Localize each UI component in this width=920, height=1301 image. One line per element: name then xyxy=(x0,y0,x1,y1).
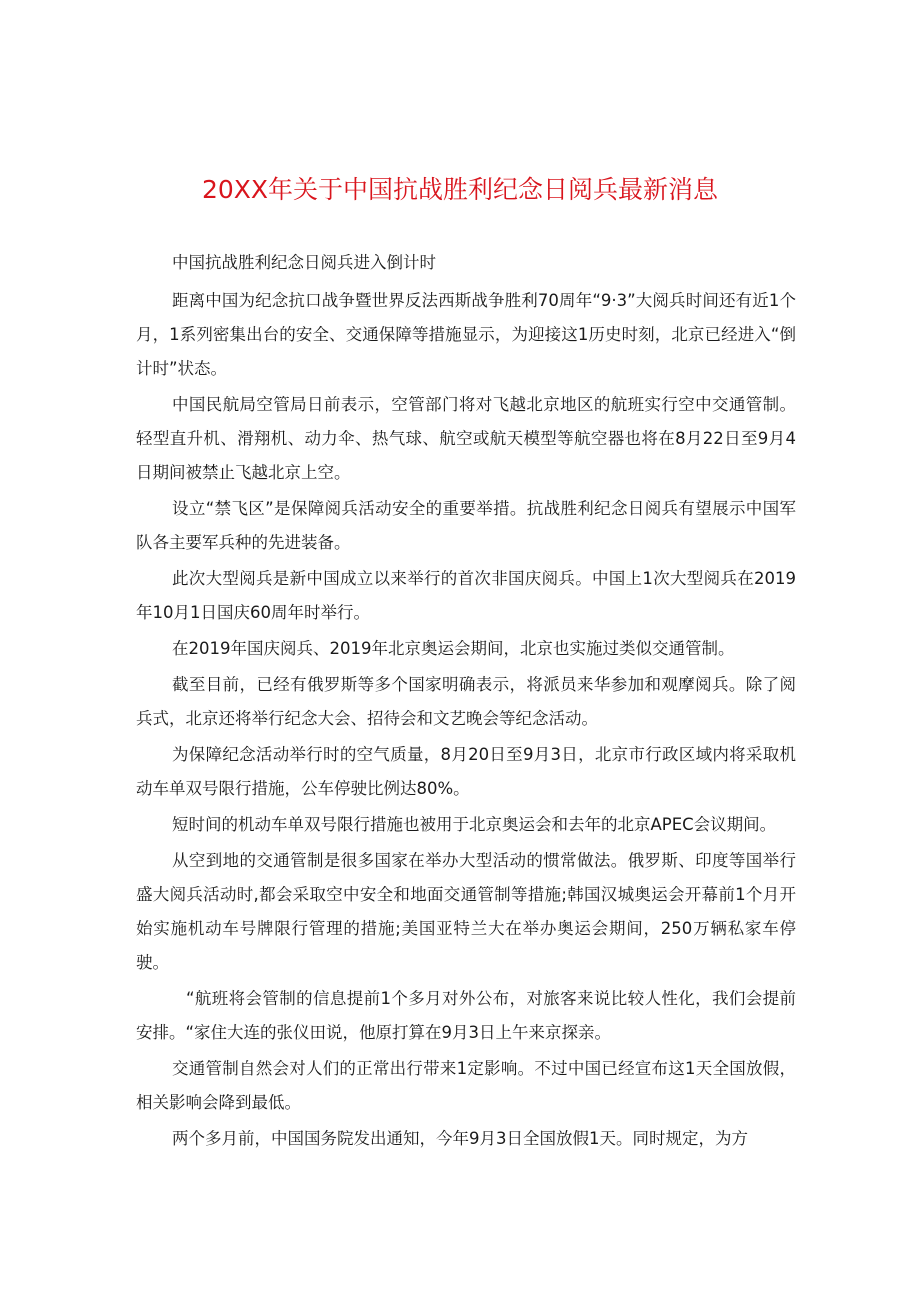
document-body xyxy=(136,246,796,1158)
paragraph: 交通管制自然会对人们的正常出行带来1定影响。不过中国已经宣布这1天全国放假，相关影响会降到最低。 xyxy=(136,1059,796,1112)
paragraph: 在2019年国庆阅兵、2019年北京奥运会期间，北京也实施过类似交通管制。 xyxy=(172,639,735,658)
paragraph: 设立“禁飞区”是保障阅兵活动安全的重要举措。抗战胜利纪念日阅兵有望展示中国军队各主要军兵种的先进装备。 xyxy=(136,499,796,552)
paragraph: 截至目前，已经有俄罗斯等多个国家明确表示，将派员来华参加和观摩阅兵。除了阅兵式，北京还将举行纪念大会、招待会和文艺晚会等纪念活动。 xyxy=(136,675,796,728)
paragraph: 此次大型阅兵是新中国成立以来举行的首次非国庆阅兵。中国上1次大型阅兵在2019年10月1日国庆60周年时举行。 xyxy=(136,569,796,622)
paragraph: 短时间的机动车单双号限行措施也被用于北京奥运会和去年的北京APEC会议期间。 xyxy=(172,815,777,834)
paragraph: 为保障纪念活动举行时的空气质量，8月20日至9月3日，北京市行政区域内将采取机动车单双号限行措施，公车停驶比例达80%。 xyxy=(136,745,796,798)
section-subheading: 中国抗战胜利纪念日阅兵进入倒计时 xyxy=(172,253,436,272)
paragraph: 距离中国为纪念抗口战争暨世界反法西斯战争胜利70周年“9·3”大阅兵时间还有近1个月，1系列密集出台的安全、交通保障等措施显示，为迎接这1历史时刻，北京已经进入“倒计时”状态。 xyxy=(136,291,796,378)
paragraph: “航班将会管制的信息提前1个多月对外公布，对旅客来说比较人性化，我们会提前安排。“家住大连的张仪田说，他原打算在9月3日上午来京探亲。 xyxy=(136,989,796,1042)
paragraph: 两个多月前，中国国务院发出通知，今年9月3日全国放假1天。同时规定，为方 xyxy=(172,1129,748,1148)
document-title: 20XX年关于中国抗战胜利纪念日阅兵最新消息 xyxy=(201,175,719,204)
paragraph: 中国民航局空管局日前表示，空管部门将对飞越北京地区的航班实行空中交通管制。轻型直升机、滑翔机、动力伞、热气球、航空或航天模型等航空器也将在8月22日至9月4日期间被禁止飞越北京上空。 xyxy=(136,395,796,482)
paragraph: 从空到地的交通管制是很多国家在举办大型活动的惯常做法。俄罗斯、印度等国举行盛大阅兵活动时,都会采取空中安全和地面交通管制等措施;韩国汉城奥运会开幕前1个月开始实施机动车号牌限行管理的措施;美国亚特兰大在举办奥运会期间，250万辆私家车停驶。 xyxy=(136,851,796,972)
